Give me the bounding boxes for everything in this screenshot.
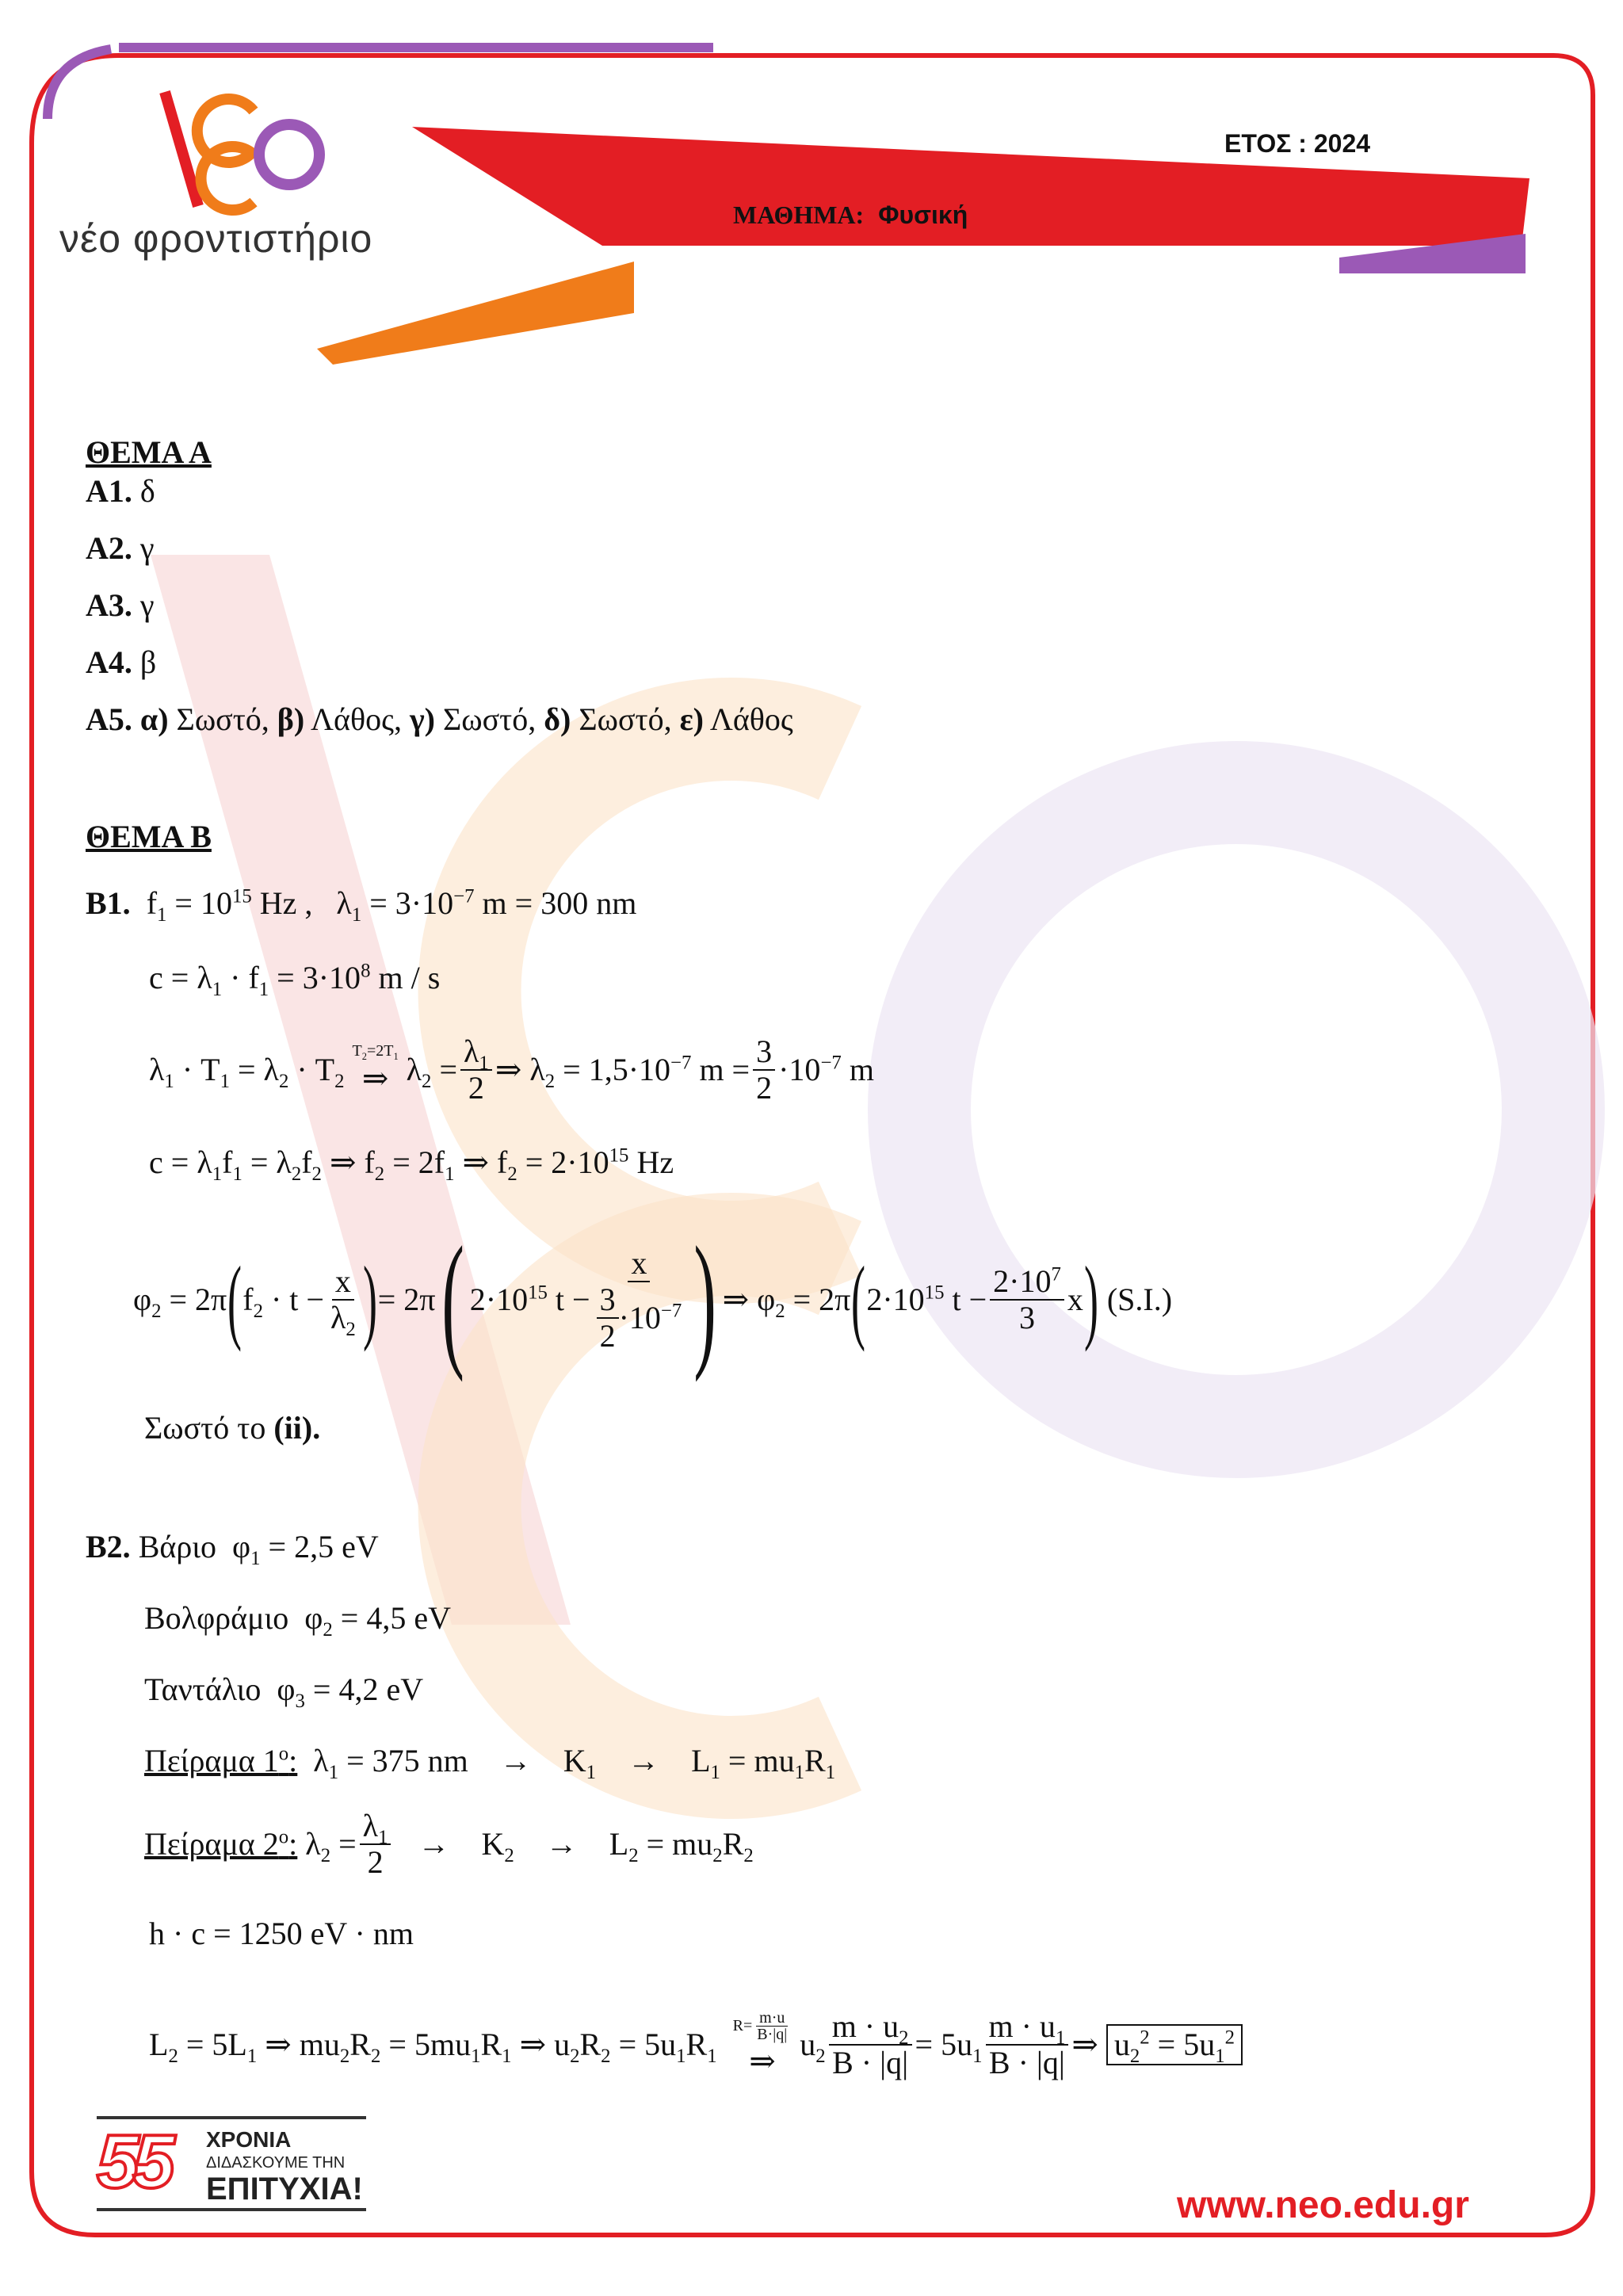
metal-phi: φ	[304, 1600, 323, 1636]
answer-label: Α3.	[86, 587, 132, 623]
b1-conclusion-text: Σωστό το	[144, 1410, 266, 1446]
b2-hc: h · c = 1250 eV · nm	[149, 1916, 414, 1951]
badge-number: 55	[97, 2119, 169, 2204]
metal-phi-index: 1	[250, 1548, 261, 1569]
badge-line-2: ΔΙΔΑΣΚΟΥΜΕ ΤΗΝ	[206, 2154, 346, 2172]
metal-phi-index: 2	[323, 1619, 333, 1641]
a5-text: Σωστό,	[176, 701, 269, 737]
metal-name: Ταντάλιο	[144, 1671, 262, 1707]
b1-eq-wavelength: $\lambda_1 \cdot T_1 = \lambda_2 \cdot T_2$ $T_2=2T_1$ ⇒ $\lambda_2$ = $\frac{\lambda_1}{2}$ ⇒ $\lambda_2 = 1,5\cdot 10^{-7}$ m = $\frac{3}{2}$ $\cdot 10^{-7}$ m	[149, 1033, 874, 1106]
metal-name: Βάριο	[138, 1529, 217, 1564]
b2-experiment-1: Πείραμα $1^o$: $\lambda_1 = 375$ nm → $K_1$ → $L_1 = mu_1R_1$	[144, 1743, 836, 1783]
answer-label: Α5.	[86, 701, 132, 737]
a5-text: Λάθος	[709, 701, 793, 737]
b2-eq-momentum: $L_2 = 5L_1$ ⇒ $mu_2R_2 = 5mu_1R_1$ ⇒ $u_2R_2 = 5u_1R_1$ R= $\frac{m\cdot u}{B\cdot|q|}$ ⇒ $u_2$ $\frac{m \cdot u_2}{B \cdot |q|}$ = $5u_1$ $\frac{m \cdot u_1}{B \cdot |q|}$ ⇒ $u_2^2 = 5u_1^2$	[149, 1997, 1243, 2092]
header-banner	[0, 0, 1623, 380]
metal-phi-index: 3	[295, 1690, 305, 1712]
badge-line-1: ΧΡΟΝΙΑ	[206, 2127, 292, 2152]
answer-a1	[86, 472, 155, 510]
experiment-1-label: Πείραμα 1	[144, 1743, 279, 1778]
b2-metal-1	[86, 1528, 379, 1569]
answer-a4	[86, 644, 156, 682]
a5-text: Σωστό,	[443, 701, 537, 737]
b1-eq-phase: $\varphi_2 = 2\pi$ ( $f_2 \cdot t$ − $\frac{x}{\lambda_2}$ ) = 2π ( $2\cdot 10^{15}$ t − x $\frac{3}{2}$ $\cdot 10^{-7}$ ) ⇒ $\varphi_2 = 2\pi$ ( $2\cdot 10^{15}$ t − $\frac{2\cdot 10^7}{3}$ x ) (S.I.)	[133, 1217, 1173, 1383]
b2-metal-3	[144, 1671, 424, 1712]
website-link[interactable]: www.neo.edu.gr	[1177, 2184, 1469, 2226]
answer-a2	[86, 529, 155, 567]
b1-eq-speed: $c = \lambda_1 \cdot f_1 = 3\cdot 10^8$ m / s	[149, 960, 441, 1000]
answer-value: β	[139, 644, 157, 680]
b1-eq-given: Β1. $f_1 = 10^{15}$ Hz , $\lambda_1 = 3\cdot 10^{-7}$ m = 300 nm	[86, 885, 637, 926]
answer-a3	[86, 586, 155, 625]
a5-letter: δ)	[544, 701, 571, 737]
b2-label: Β2.	[86, 1529, 131, 1564]
subject-label-value: Φυσική	[878, 201, 968, 229]
answer-label: Α4.	[86, 644, 132, 680]
subject-label	[733, 201, 968, 230]
answer-label: Α2.	[86, 530, 132, 566]
b1-eq-frequency: $c = \lambda_1f_1 = \lambda_2f_2$ ⇒ $f_2 = 2f_1$ ⇒ $f_2 = 2\cdot 10^{15}$ Hz	[149, 1144, 674, 1185]
metal-value: = 2,5 eV	[260, 1529, 379, 1564]
brand-logo-text: νέο φροντιστήριο	[59, 216, 373, 261]
year-label: ΕΤΟΣ : 2024	[1224, 129, 1371, 158]
a5-text: Σωστό,	[579, 701, 672, 737]
metal-name: Βολφράμιο	[144, 1600, 289, 1636]
experiment-2-label: Πείραμα 2	[144, 1826, 279, 1862]
b2-metal-2	[144, 1599, 451, 1641]
badge-divider-bottom	[97, 2208, 366, 2211]
b2-experiment-2: Πείραμα $2^o$: $\lambda_2$ = $\frac{\lambda_1}{2}$ → $K_2$ → $L_2 = mu_2R_2$	[144, 1808, 754, 1880]
b1-conclusion	[144, 1409, 320, 1447]
answer-value: γ	[139, 587, 155, 623]
metal-value: = 4,2 eV	[304, 1671, 424, 1707]
theme-b-title: ΘΕΜΑ Β	[86, 819, 212, 854]
footer-badge	[97, 2116, 382, 2211]
subject-label-key: ΜΑΘΗΜΑ:	[733, 201, 865, 229]
badge-line-3: ΕΠΙΤΥΧΙΑ!	[206, 2172, 363, 2206]
answer-label: Α1.	[86, 473, 132, 509]
a5-text: Λάθος,	[311, 701, 402, 737]
metal-value: = 4,5 eV	[332, 1600, 451, 1636]
a5-letter: ε)	[679, 701, 705, 737]
a5-letter: α)	[139, 701, 169, 737]
metal-phi: φ	[277, 1671, 296, 1707]
header	[0, 0, 1623, 380]
a5-letter: β)	[277, 701, 305, 737]
answer-value: δ	[139, 473, 155, 509]
theme-a-title: ΘΕΜΑ Α	[86, 434, 212, 470]
answer-a5	[86, 701, 793, 739]
a5-letter: γ)	[409, 701, 435, 737]
metal-phi: φ	[232, 1529, 251, 1564]
b1-conclusion-answer: (ii).	[273, 1410, 321, 1446]
answer-value: γ	[139, 530, 155, 566]
b1-label: Β1.	[86, 885, 131, 921]
